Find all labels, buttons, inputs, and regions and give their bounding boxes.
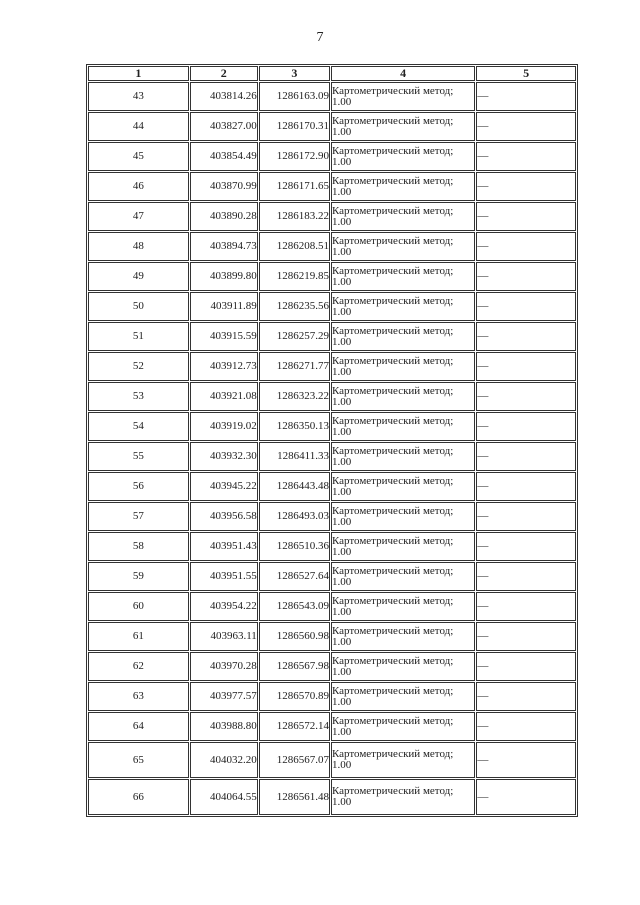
x-coordinate-cell: 403963.11 [190,622,258,651]
method-text: Картометрический метод; [331,414,454,427]
y-coordinate-cell: 1286567.07 [259,742,330,778]
accuracy-text: 1.00 [331,365,352,378]
page-number: 7 [316,30,324,45]
accuracy-text: 1.00 [331,575,352,588]
accuracy-text: 1.00 [331,695,352,708]
note-cell: — [476,592,576,621]
method-text: Картометрический метод; [331,114,454,127]
method-cell [331,652,475,681]
point-number-cell: 59 [88,562,189,591]
column-header-5: 5 [476,66,576,81]
accuracy-text: 1.00 [331,335,352,348]
method-text: Картометрический метод; [331,174,454,187]
note-cell: — [476,82,576,111]
table-row [88,532,576,561]
y-coordinate-cell: 1286527.64 [259,562,330,591]
method-text: Картометрический метод; [331,384,454,397]
table-row [88,412,576,441]
method-text: Картометрический метод; [331,684,454,697]
column-header-1: 1 [88,66,189,81]
method-text: Картометрический метод; [331,354,454,367]
accuracy-text: 1.00 [331,515,352,528]
accuracy-text: 1.00 [331,665,352,678]
note-cell: — [476,322,576,351]
y-coordinate-cell: 1286257.29 [259,322,330,351]
point-number-cell: 63 [88,682,189,711]
method-cell [331,172,475,201]
header-row [88,66,576,81]
note-cell: — [476,142,576,171]
note-cell: — [476,742,576,778]
x-coordinate-cell: 403919.02 [190,412,258,441]
coordinates-table [86,64,578,817]
note-cell: — [476,352,576,381]
point-number-cell: 50 [88,292,189,321]
method-cell [331,202,475,231]
accuracy-text: 1.00 [331,605,352,618]
note-cell: — [476,472,576,501]
method-cell [331,322,475,351]
accuracy-text: 1.00 [331,125,352,138]
point-number-cell: 46 [88,172,189,201]
column-header-2: 2 [190,66,258,81]
method-text: Картометрический метод; [331,714,454,727]
point-number-cell: 47 [88,202,189,231]
point-number-cell: 56 [88,472,189,501]
y-coordinate-cell: 1286411.33 [259,442,330,471]
method-text: Картометрический метод; [331,504,454,517]
note-cell: — [476,682,576,711]
note-cell: — [476,232,576,261]
note-cell: — [476,202,576,231]
y-coordinate-cell: 1286493.03 [259,502,330,531]
y-coordinate-cell: 1286271.77 [259,352,330,381]
x-coordinate-cell: 404032.20 [190,742,258,778]
method-text: Картометрический метод; [331,444,454,457]
method-text: Картометрический метод; [331,654,454,667]
table-row [88,652,576,681]
point-number-cell: 45 [88,142,189,171]
accuracy-text: 1.00 [331,485,352,498]
method-cell [331,142,475,171]
y-coordinate-cell: 1286561.48 [259,779,330,815]
method-cell [331,442,475,471]
column-header-4: 4 [331,66,475,81]
point-number-cell: 51 [88,322,189,351]
note-cell: — [476,172,576,201]
y-coordinate-cell: 1286350.13 [259,412,330,441]
y-coordinate-cell: 1286183.22 [259,202,330,231]
y-coordinate-cell: 1286171.65 [259,172,330,201]
point-number-cell: 65 [88,742,189,778]
accuracy-text: 1.00 [331,759,352,771]
y-coordinate-cell: 1286560.98 [259,622,330,651]
x-coordinate-cell: 403854.49 [190,142,258,171]
y-coordinate-cell: 1286163.09 [259,82,330,111]
point-number-cell: 57 [88,502,189,531]
y-coordinate-cell: 1286208.51 [259,232,330,261]
accuracy-text: 1.00 [331,215,352,228]
table-row [88,202,576,231]
x-coordinate-cell: 403921.08 [190,382,258,411]
method-cell [331,232,475,261]
x-coordinate-cell: 403890.28 [190,202,258,231]
table-row [88,502,576,531]
method-text: Картометрический метод; [331,234,454,247]
point-number-cell: 60 [88,592,189,621]
x-coordinate-cell: 403899.80 [190,262,258,291]
table-body [88,82,576,815]
x-coordinate-cell: 403988.80 [190,712,258,741]
method-cell [331,622,475,651]
x-coordinate-cell: 404064.55 [190,779,258,815]
table-row [88,262,576,291]
table-row [88,682,576,711]
table-row [88,142,576,171]
note-cell: — [476,382,576,411]
method-cell [331,82,475,111]
method-text: Картометрический метод; [331,594,454,607]
x-coordinate-cell: 403970.28 [190,652,258,681]
method-text: Картометрический метод; [331,324,454,337]
method-text: Картометрический метод; [331,534,454,547]
note-cell: — [476,562,576,591]
point-number-cell: 53 [88,382,189,411]
note-cell: — [476,442,576,471]
note-cell: — [476,532,576,561]
note-cell: — [476,779,576,815]
method-cell [331,742,475,778]
x-coordinate-cell: 403954.22 [190,592,258,621]
accuracy-text: 1.00 [331,305,352,318]
column-header-3: 3 [259,66,330,81]
accuracy-text: 1.00 [331,455,352,468]
point-number-cell: 64 [88,712,189,741]
table-row [88,112,576,141]
table-row [88,322,576,351]
method-text: Картометрический метод; [331,294,454,307]
y-coordinate-cell: 1286170.31 [259,112,330,141]
table-row [88,472,576,501]
x-coordinate-cell: 403894.73 [190,232,258,261]
table-row [88,82,576,111]
x-coordinate-cell: 403932.30 [190,442,258,471]
x-coordinate-cell: 403911.89 [190,292,258,321]
point-number-cell: 58 [88,532,189,561]
point-number-cell: 44 [88,112,189,141]
x-coordinate-cell: 403912.73 [190,352,258,381]
accuracy-text: 1.00 [331,395,352,408]
y-coordinate-cell: 1286510.36 [259,532,330,561]
table-row [88,292,576,321]
method-text: Картометрический метод; [331,564,454,577]
note-cell: — [476,712,576,741]
method-cell [331,412,475,441]
table-row [88,352,576,381]
method-cell [331,592,475,621]
y-coordinate-cell: 1286235.56 [259,292,330,321]
method-cell [331,112,475,141]
x-coordinate-cell: 403956.58 [190,502,258,531]
table-row [88,622,576,651]
y-coordinate-cell: 1286570.89 [259,682,330,711]
table-row [88,562,576,591]
method-cell [331,779,475,815]
method-cell [331,562,475,591]
point-number-cell: 48 [88,232,189,261]
table-row [88,712,576,741]
accuracy-text: 1.00 [331,425,352,438]
x-coordinate-cell: 403951.55 [190,562,258,591]
method-cell [331,352,475,381]
y-coordinate-cell: 1286443.48 [259,472,330,501]
point-number-cell: 61 [88,622,189,651]
method-cell [331,532,475,561]
point-number-cell: 55 [88,442,189,471]
method-cell [331,712,475,741]
method-text: Картометрический метод; [331,624,454,637]
x-coordinate-cell: 403827.00 [190,112,258,141]
note-cell: — [476,652,576,681]
x-coordinate-cell: 403977.57 [190,682,258,711]
point-number-cell: 43 [88,82,189,111]
method-text: Картометрический метод; [331,264,454,277]
method-text: Картометрический метод; [331,785,454,797]
table-row [88,592,576,621]
method-text: Картометрический метод; [331,84,454,97]
point-number-cell: 52 [88,352,189,381]
accuracy-text: 1.00 [331,725,352,738]
note-cell: — [476,412,576,441]
method-cell [331,472,475,501]
point-number-cell: 54 [88,412,189,441]
note-cell: — [476,622,576,651]
method-text: Картометрический метод; [331,474,454,487]
table-row [88,232,576,261]
y-coordinate-cell: 1286543.09 [259,592,330,621]
method-cell [331,262,475,291]
table-row [88,442,576,471]
point-number-cell: 62 [88,652,189,681]
table-row [88,172,576,201]
y-coordinate-cell: 1286567.98 [259,652,330,681]
x-coordinate-cell: 403915.59 [190,322,258,351]
accuracy-text: 1.00 [331,185,352,198]
accuracy-text: 1.00 [331,796,352,808]
method-text: Картометрический метод; [331,204,454,217]
y-coordinate-cell: 1286572.14 [259,712,330,741]
y-coordinate-cell: 1286219.85 [259,262,330,291]
accuracy-text: 1.00 [331,95,352,108]
note-cell: — [476,112,576,141]
accuracy-text: 1.00 [331,245,352,258]
y-coordinate-cell: 1286323.22 [259,382,330,411]
x-coordinate-cell: 403945.22 [190,472,258,501]
table-row [88,779,576,815]
accuracy-text: 1.00 [331,155,352,168]
method-cell [331,682,475,711]
method-text: Картометрический метод; [331,144,454,157]
method-cell [331,382,475,411]
note-cell: — [476,262,576,291]
table-row [88,742,576,778]
accuracy-text: 1.00 [331,545,352,558]
x-coordinate-cell: 403870.99 [190,172,258,201]
accuracy-text: 1.00 [331,635,352,648]
note-cell: — [476,292,576,321]
method-cell [331,502,475,531]
x-coordinate-cell: 403951.43 [190,532,258,561]
point-number-cell: 66 [88,779,189,815]
method-cell [331,292,475,321]
table-row [88,382,576,411]
y-coordinate-cell: 1286172.90 [259,142,330,171]
point-number-cell: 49 [88,262,189,291]
note-cell: — [476,502,576,531]
x-coordinate-cell: 403814.26 [190,82,258,111]
method-text: Картометрический метод; [331,748,454,760]
accuracy-text: 1.00 [331,275,352,288]
